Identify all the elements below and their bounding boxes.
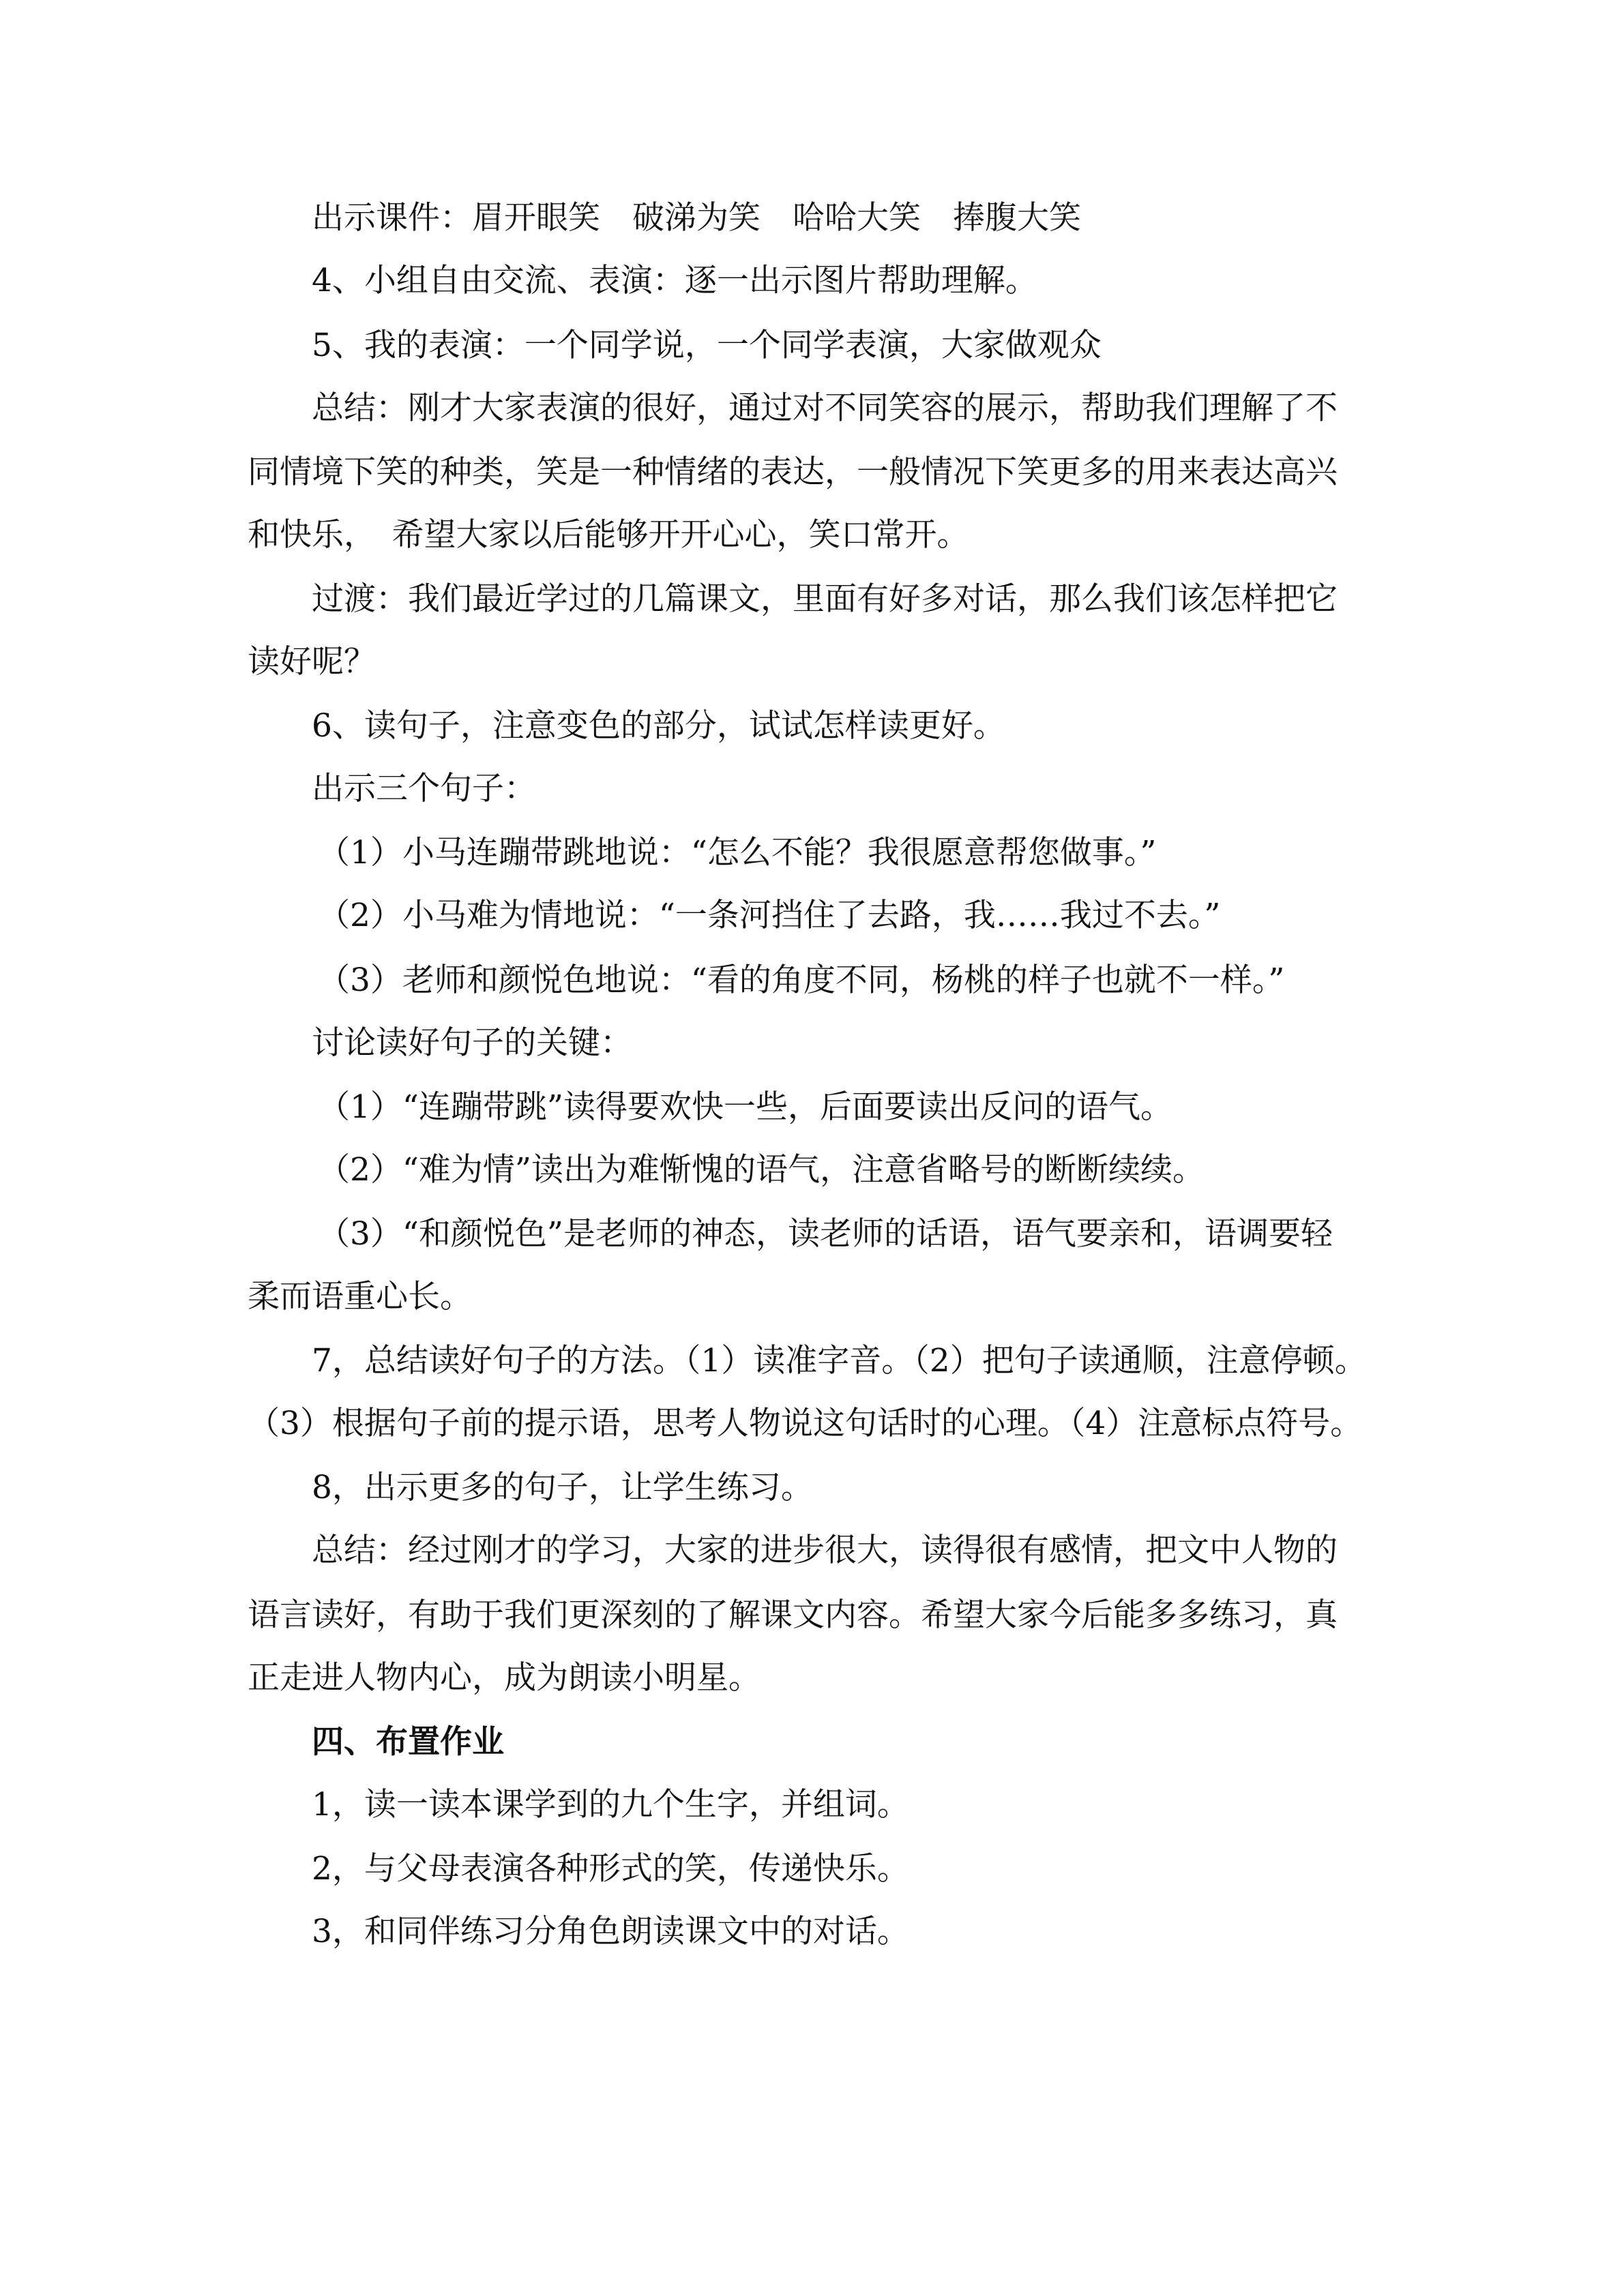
step-5-line: 5、我的表演：一个同学说，一个同学表演，大家做观众 <box>312 327 1102 364</box>
transition-line-1: 过渡：我们最近学过的几篇课文，里面有好多对话，那么我们该怎样把它 <box>312 580 1338 618</box>
homework-item-3: 3，和同伴练习分角色朗读课文中的对话。 <box>312 1913 909 1950</box>
homework-item-2: 2，与父母表演各种形式的笑，传递快乐。 <box>312 1850 909 1888</box>
step-4-line: 4、小组自由交流、表演：逐一出示图片帮助理解。 <box>312 262 1037 299</box>
step-6-line: 6、读句子，注意变色的部分，试试怎样读更好。 <box>312 707 1005 745</box>
step-7-line-1: 7，总结读好句子的方法。（1）读准字音。（2）把句子读通顺，注意停顿。 <box>312 1342 1367 1380</box>
sentence-3: （3）老师和颜悦色地说：“看的角度不同，杨桃的样子也就不一样。” <box>318 961 1285 999</box>
summary-2-line-3: 正走进人物内心，成为朗读小明星。 <box>248 1659 761 1697</box>
three-sentences-heading: 出示三个句子： <box>312 770 536 807</box>
key-point-3-line-1: （3）“和颜悦色”是老师的神态，读老师的话语，语气要亲和，语调要轻 <box>318 1215 1333 1253</box>
key-point-1: （1）“连蹦带跳”读得要欢快一些，后面要读出反问的语气。 <box>318 1088 1172 1126</box>
summary-2-line-1: 总结：经过刚才的学习，大家的进步很大，读得很有感情，把文中人物的 <box>312 1532 1338 1569</box>
summary-2-line-2: 语言读好，有助于我们更深刻的了解课文内容。希望大家今后能多多练习，真 <box>248 1596 1338 1634</box>
sentence-1: （1）小马连蹦带跳地说：“怎么不能？我很愿意帮您做事。” <box>318 834 1157 871</box>
summary-1-line-1: 总结：刚才大家表演的很好，通过对不同笑容的展示，帮助我们理解了不 <box>312 389 1338 427</box>
homework-heading: 四、布置作业 <box>312 1723 504 1761</box>
courseware-line: 出示课件：眉开眼笑 破涕为笑 哈哈大笑 捧腹大笑 <box>312 199 1081 237</box>
sentence-2: （2）小马难为情地说：“一条河挡住了去路，我……我过不去。” <box>318 897 1221 934</box>
key-point-3-line-2: 柔而语重心长。 <box>248 1278 472 1315</box>
homework-item-1: 1，读一读本课学到的九个生字，并组词。 <box>312 1786 909 1823</box>
key-point-2: （2）“难为情”读出为难惭愧的语气，注意省略号的断断续续。 <box>318 1151 1205 1189</box>
step-8-line: 8，出示更多的句子，让学生练习。 <box>312 1469 813 1506</box>
step-7-line-2: （3）根据句子前的提示语，思考人物说这句话时的心理。（4）注意标点符号。 <box>248 1405 1363 1442</box>
discussion-heading: 讨论读好句子的关键： <box>312 1024 632 1062</box>
summary-1-line-2: 同情境下笑的种类，笑是一种情绪的表达，一般情况下笑更多的用来表达高兴 <box>248 453 1338 491</box>
summary-1-line-3: 和快乐， 希望大家以后能够开开心心，笑口常开。 <box>248 516 969 554</box>
transition-line-2: 读好呢？ <box>248 643 376 681</box>
